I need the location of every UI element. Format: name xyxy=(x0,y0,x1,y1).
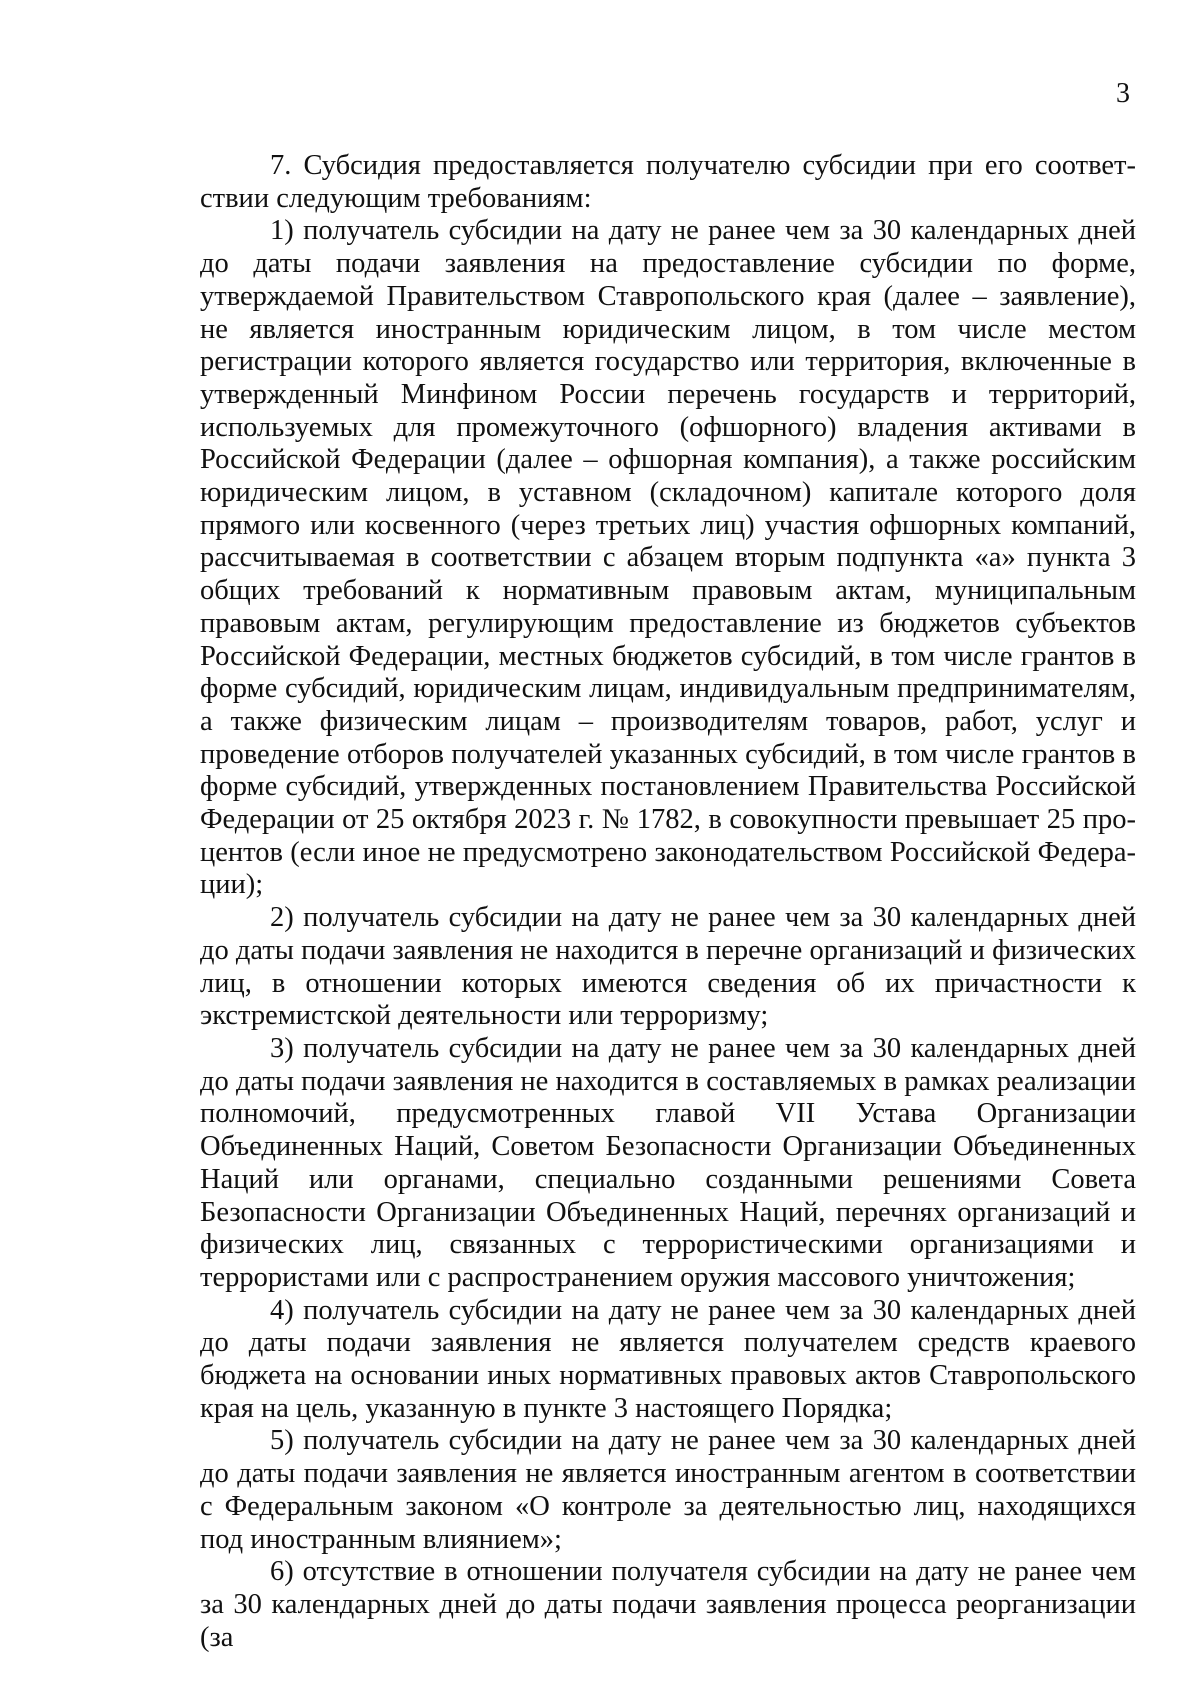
paragraph-requirement-6: 6) отсутствие в отношении получателя субсидии на дату не ранее чем за 30 календарных дней до даты подачи заявления процесса реорганизации (за xyxy=(200,1556,1136,1653)
paragraph-requirement-3: 3) получатель субсидии на дату не ранее чем за 30 календарных дней до даты подачи заявления не находится в составляемых в рамках реализации полномочий, предусмотренных главой VII Устава Организации Объединенных Наций, Советом Безопасности Организации Объединенных Наций или органами, специально созданными решениями Совета Безопасности Организации Объединенных Наций, перечнях организаций и физических лиц, связанных с террористическими организациями и террористами или с распространением оружия массового уничтожения; xyxy=(200,1032,1136,1293)
paragraph-requirement-4: 4) получатель субсидии на дату не ранее чем за 30 календарных дней до даты подачи заявления не является получателем средств краевого бюджета на основании иных нормативных правовых актов Ставропольского края на цель, указанную в пункте 3 настоящего Порядка; xyxy=(200,1294,1136,1424)
paragraph-requirement-2: 2) получатель субсидии на дату не ранее чем за 30 календарных дней до даты подачи заявления не находится в перечне организаций и физических лиц, в отношении которых имеются сведения об их причастности к экстремистской деятельности или терроризму; xyxy=(200,902,1136,1032)
document-body xyxy=(200,150,1136,1654)
paragraph-requirement-5: 5) получатель субсидии на дату не ранее чем за 30 календарных дней до даты подачи заявления не является иностранным агентом в соответствии с Федеральным законом «О контроле за деятельностью лиц, находящихся под иностранным влиянием»; xyxy=(200,1425,1136,1555)
paragraph-7-intro: 7. Субсидия предоставляется получателю субсидии при его соответствии следующим требованиям: xyxy=(200,150,1136,214)
paragraph-requirement-1: 1) получатель субсидии на дату не ранее чем за 30 календарных дней до даты подачи заявления на предоставление субсидии по форме, утверждаемой Правительством Ставропольского края (далее – заявление), не является иностранным юридическим лицом, в том числе местом регистрации которого является государство или территория, включенные в утвержденный Минфином России перечень государств и территорий, используемых для промежуточного (офшорного) владения активами в Российской Федерации (далее – офшорная компания), а также российским юридическим лицом, в уставном (складочном) капитале которого доля прямого или косвенного (через третьих лиц) участия офшорных компаний, рассчитываемая в соответствии с абзацем вторым подпункта «а» пункта 3 общих требований к нормативным правовым актам, муниципальным правовым актам, регулирующим предоставление из бюджетов субъектов Российской Федерации, местных бюджетов субсидий, в том числе грантов в форме субсидий, юридическим лицам, индивидуальным предпринимателям, а также физическим лицам – производителям товаров, работ, услуг и проведение отборов получателей указанных субсидий, в том числе грантов в форме субсидий, утвержденных постановлением Правительства Российской Федерации от 25 октября 2023 г. № 1782, в совокупности превышает 25 процентов (если иное не предусмотрено законодательством Российской Федерации); xyxy=(200,215,1136,901)
page-number: 3 xyxy=(1116,78,1130,109)
